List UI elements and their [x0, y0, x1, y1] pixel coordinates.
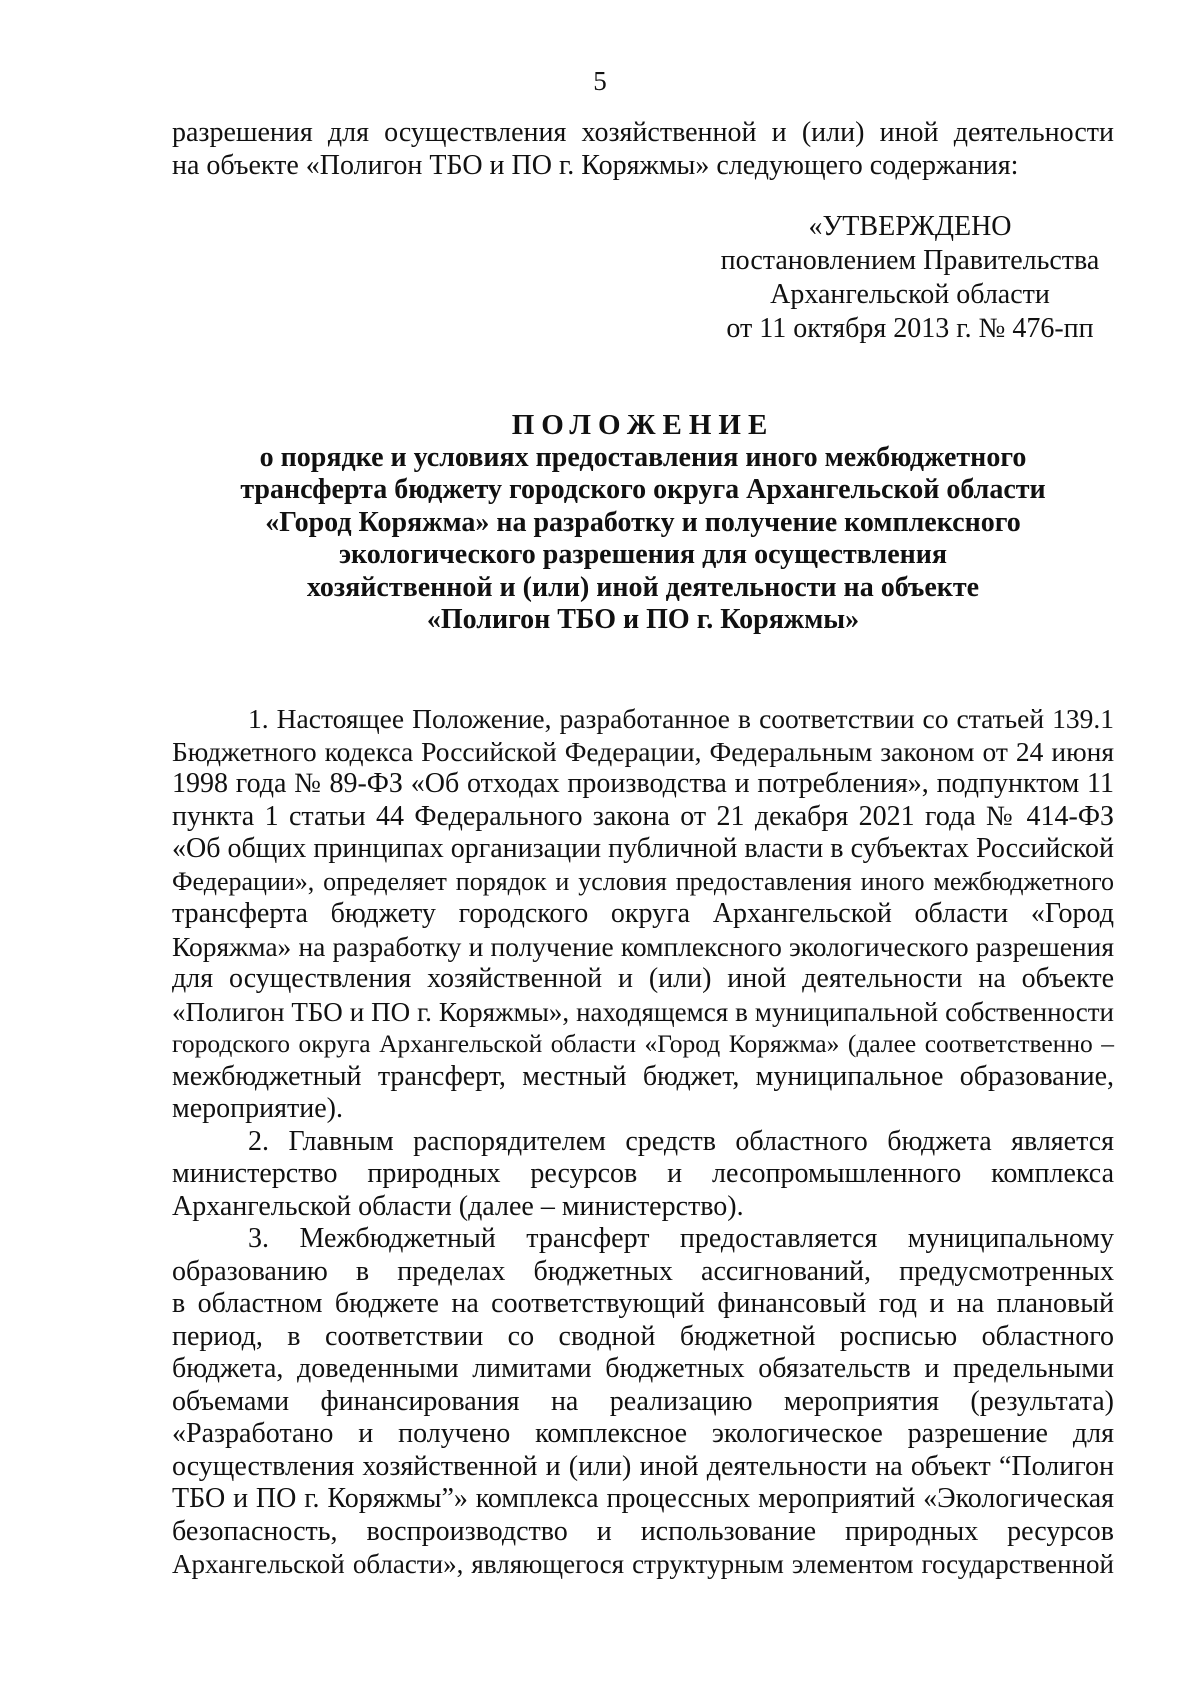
paragraph-line: министерство природных ресурсов и лесопромышленного комплекса	[172, 1158, 1114, 1189]
paragraph-line: Бюджетного кодекса Российской Федерации, Федеральным законом от 24 июня	[172, 735, 1114, 767]
paragraph-line: Коряжма» на разработку и получение комплексного экологического разрешения	[172, 930, 1114, 962]
paragraph-line: 1. Настоящее Положение, разработанное в соответствии со статьей 139.1	[248, 703, 1114, 734]
paragraph-2	[172, 1126, 1114, 1224]
title-line: трансферта бюджету городского округа Архангельской области	[240, 474, 1046, 505]
paragraph-line: 3. Межбюджетный трансферт предоставляется муниципальному	[248, 1223, 1114, 1254]
paragraph-line: период, в соответствии со сводной бюджетной росписью областного	[172, 1320, 1114, 1352]
paragraph-line: Архангельской области», являющегося структурным элементом государственной	[172, 1549, 1114, 1579]
paragraph-line: «Об общих принципах организации публичной власти в субъектах Российской	[172, 833, 1114, 864]
paragraph-line: безопасность, воспроизводство и использование природных ресурсов	[172, 1515, 1114, 1547]
document-body	[172, 703, 1114, 1581]
paragraph-line: мероприятие).	[172, 1093, 343, 1124]
paragraph-line: объемами финансирования на реализацию мероприятия (результата)	[172, 1385, 1114, 1417]
paragraph-line: бюджета, доведенными лимитами бюджетных обязательств и предельными	[172, 1353, 1114, 1384]
intro-text	[172, 117, 1114, 182]
paragraph-line: городского округа Архангельской области «Город Коряжма» (далее соответственно –	[172, 1029, 1114, 1058]
title-line: хозяйственной и (или) иной деятельности на объекте	[306, 571, 980, 603]
paragraph-line: ТБО и ПО г. Коряжмы”» комплекса процессных мероприятий «Экологическая	[172, 1483, 1114, 1514]
approval-line: от 11 октября 2013 г. № 476-пп	[726, 313, 1094, 344]
approval-line: постановлением Правительства	[720, 245, 1100, 276]
paragraph-3	[172, 1223, 1114, 1581]
paragraph-line: пункта 1 статьи 44 Федерального закона от 21 декабря 2021 года № 414-ФЗ	[172, 800, 1114, 832]
title-line: «Город Коряжма» на разработку и получение комплексного	[265, 506, 1021, 538]
document-title	[172, 409, 1114, 637]
page-number: 5	[593, 66, 607, 96]
paragraph-line: в областном бюджете на соответствующий финансовый год и на плановый	[172, 1288, 1114, 1319]
paragraph-line: Архангельской области (далее – министерство).	[172, 1190, 744, 1222]
approval-line: Архангельской области	[770, 279, 1050, 310]
paragraph-line: осуществления хозяйственной и (или) иной деятельности на объект “Полигон	[172, 1450, 1114, 1482]
paragraph-line: трансферта бюджету городского округа Архангельской области «Город	[172, 898, 1114, 929]
paragraph-line: межбюджетный трансферт, местный бюджет, муниципальное образование,	[172, 1060, 1114, 1092]
paragraph-line: Федерации», определяет порядок и условия предоставления иного межбюджетного	[172, 866, 1114, 896]
paragraph-line: для осуществления хозяйственной и (или) иной деятельности на объекте	[172, 963, 1114, 994]
paragraph-line: «Разработано и получено комплексное экологическое разрешение для	[172, 1418, 1114, 1449]
intro-line: разрешения для осуществления хозяйственной и (или) иной деятельности	[172, 117, 1114, 148]
title-line: «Полигон ТБО и ПО г. Коряжмы»	[426, 604, 860, 635]
paragraph-line: 1998 года № 89-ФЗ «Об отходах производства и потребления», подпунктом 11	[172, 768, 1114, 799]
paragraph-1	[172, 703, 1114, 1126]
intro-line: на объекте «Полигон ТБО и ПО г. Коряжмы» следующего содержания:	[172, 149, 1019, 181]
paragraph-line: «Полигон ТБО и ПО г. Коряжмы», находящемся в муниципальной собственности	[172, 996, 1114, 1027]
title-line: экологического разрешения для осуществления	[338, 539, 948, 570]
title-heading: ПОЛОЖЕНИЕ	[511, 409, 775, 441]
approval-stamp	[700, 210, 1120, 346]
title-line: о порядке и условиях предоставления иного межбюджетного	[259, 441, 1027, 473]
paragraph-line: 2. Главным распорядителем средств областного бюджета является	[248, 1125, 1114, 1157]
approval-line: «УТВЕРЖДЕНО	[808, 211, 1012, 242]
paragraph-line: образованию в пределах бюджетных ассигнований, предусмотренных	[172, 1255, 1114, 1287]
